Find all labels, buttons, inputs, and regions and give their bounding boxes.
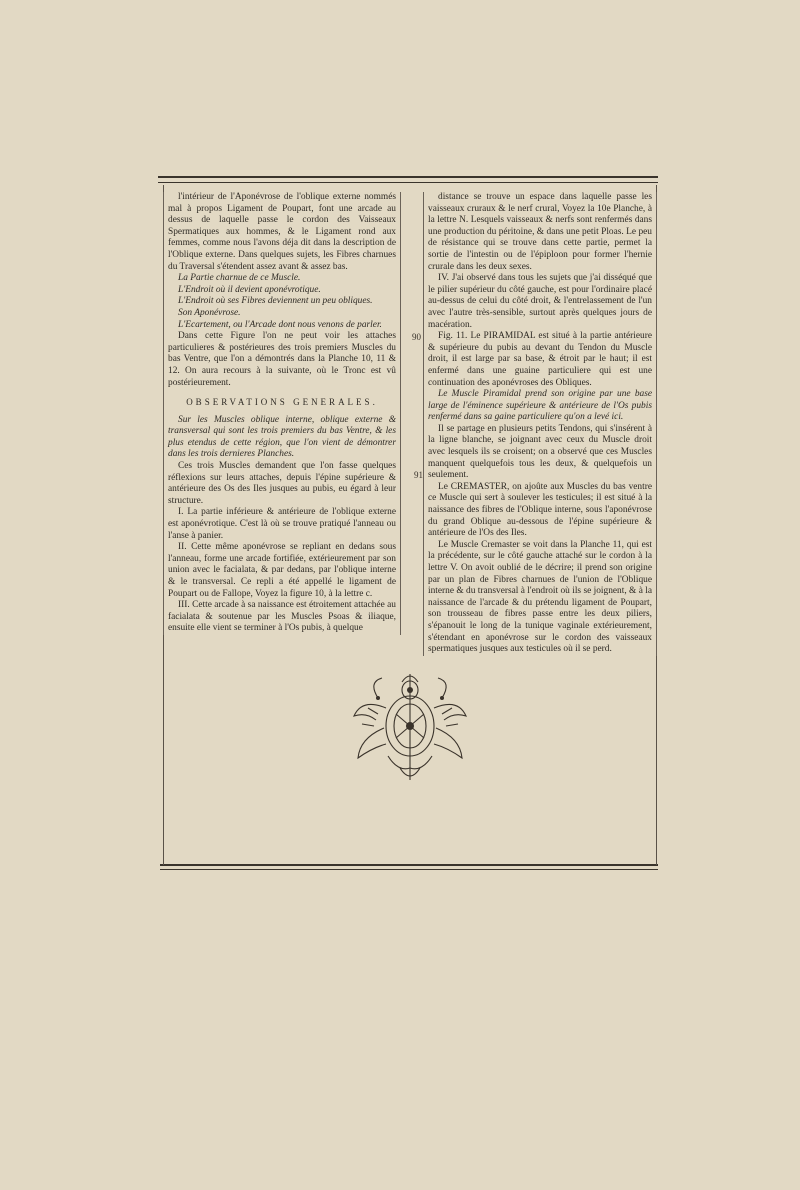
- margin-number-91: 91: [414, 470, 423, 480]
- paragraph: L'Endroit où ses Fibres deviennent un peu obliques.: [178, 296, 373, 307]
- bottom-rule-thin: [160, 869, 658, 870]
- top-rule: [158, 176, 658, 178]
- paragraph: Le Muscle Piramidal prend son origine par une base large de l'éminence supérieure & antérieure de l'Os pubis renfermé dans sa gaine particuliere qu'on a levé ici.: [428, 389, 652, 423]
- margin-number-90: 90: [412, 332, 421, 342]
- paragraph: L'Endroit où il devient aponévrotique.: [178, 284, 321, 295]
- paragraph: Ces trois Muscles demandent que l'on fasse quelques réflexions sur leurs attaches, depuis l'épine supérieure & antérieure des Os des Iles jusques au pubis, eu égard à leur structure.: [168, 461, 396, 506]
- ornament-vignette-icon: [348, 668, 472, 786]
- paragraph: II. Cette même aponévrose se repliant en dedans sous l'anneau, forme une arcade fortifiée, extérieurement par son union avec le facialata, & par dedans, par l'oblique interne & le transversal. Ce repli a été appellé le ligament de Poupart ou de Fallope, Voyez la figure 10, à la lettre c.: [168, 542, 396, 599]
- paragraph: l'intérieur de l'Aponévrose de l'oblique externe nommés mal à propos Ligament de Poupart, font une arcade au dessus de laquelle passe le cordon des Vaisseaux Spermatiques aux hommes, & le Ligament rond aux femmes, comme nous l'avons déja dit dans la description de l'Oblique externe. Dans quelques sujets, les Fibres charnues du Traversal s'étendent assez avant & assez bas.: [168, 192, 396, 272]
- paragraph: La Partie charnue de ce Muscle.: [178, 273, 301, 284]
- paragraph: Il se partage en plusieurs petits Tendons, qui s'insérent à la ligne blanche, se joignant avec ceux du Muscle droit avec lesquels ils se croisent; on a observé que ces Muscles manquent quelquefois tous les deux, & quelquefois un seulement.: [428, 423, 652, 481]
- paragraph: III. Cette arcade à sa naissance est étroitement attachée au facialata & soutenue par les Muscles Psoas & iliaque, ensuite elle vient se terminer à l'Os pubis, à quelque: [168, 600, 396, 634]
- top-rule-thin: [158, 182, 658, 183]
- paragraph: Le Muscle Cremaster se voit dans la Planche 11, qui est la précédente, sur le côté gauche attaché sur le cordon à la lettre V. On avoit oublié de le décrire; il prend son origine par un plan de Fibres charnues de l'union de l'Oblique interne & du transversal à l'endroit où ils se joignent, & à la naissance de l'arcade & du prétendu ligament de Poupart, son trousseau de fibres passe entre les deux piliers, s'épanouit le long de la tunique vaginale extérieurement, s'étendant en aponévrose sur le cordon des vaisseaux spermatiques jusques aux testicules où il se perd.: [428, 539, 652, 655]
- section-heading: OBSERVATIONS GENERALES.: [186, 397, 378, 408]
- paragraph: distance se trouve un espace dans laquelle passe les vaisseaux cruraux & le nerf crural, Voyez la 10e Planche, à la lettre N. Lesquels vaisseaux & nerfs sont renfermés dans une production du péritoine, & dans une petit Ploas. Le peu de résistance qui se trouve dans cette partie, permet la sortie de l'intestin ou de l'épiploon pour former l'hernie crurale dans les deux sexes.: [428, 192, 652, 272]
- paragraph: I. La partie inférieure & antérieure de l'oblique externe est aponévrotique. C'est là où se trouve pratiqué l'anneau ou l'anse à panier.: [168, 507, 396, 541]
- bottom-rule: [160, 864, 658, 866]
- paragraph: Le CREMASTER, on ajoûte aux Muscles du bas ventre ce Muscle qui sert à soulever les testicules; il est situé à la naissance des fibres de l'Oblique interne, sous l'aponévrose du grand Oblique au-dessous de l'épine supérieure & antérieure de l'Os des Iles.: [428, 481, 652, 539]
- paragraph: IV. J'ai observé dans tous les sujets que j'ai disséqué que le pilier supérieur du côté gauche, est pour l'ordinaire placé au-dessus de celui du côté droit, & l'entrelassement de l'un avec l'autre très-sensible, surtout après quelques jours de macération.: [428, 273, 652, 330]
- right-column: [428, 192, 652, 656]
- paragraph: L'Ecartement, ou l'Arcade dont nous venons de parler.: [178, 319, 382, 330]
- paragraph: Fig. 11. Le PIRAMIDAL est situé à la partie antérieure & supérieure du pubis au devant du Tendon du Muscle droit, il est large par sa base, & étroit par le haut; il est enfermé dans une guaine particuliere qui est une continuation des aponévroses des Obliques.: [428, 331, 652, 388]
- paragraph: Sur les Muscles oblique interne, oblique externe & transversal qui sont les trois premiers du bas Ventre, & les plus etendus de cette région, que l'on vient de démontrer dans les trois dernieres Planches.: [168, 414, 396, 460]
- paragraph: Son Aponévrose.: [178, 307, 241, 318]
- left-column: [168, 192, 396, 635]
- paragraph: Dans cette Figure l'on ne peut voir les attaches particulieres & postérieures des trois premiers Muscles du bas Ventre, que l'on a démontrés dans la Planche 10, 11 & 12. On aura recours à la suivante, où le Tronc est vû postérieurement.: [168, 331, 396, 388]
